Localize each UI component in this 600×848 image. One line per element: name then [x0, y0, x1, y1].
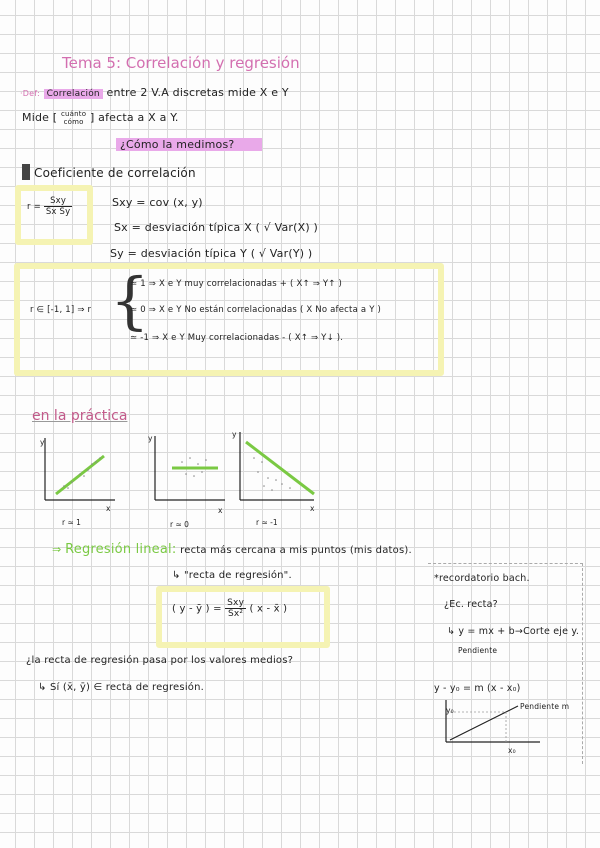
mide-line — [22, 110, 179, 126]
mide-top: cuánto — [61, 110, 87, 118]
mide-suffix: ] afecta a X a Y. — [89, 111, 179, 124]
regression-arrow: ⇒ — [52, 543, 62, 556]
formula-num: Sxy — [227, 598, 245, 608]
def-text: entre 2 V.A discretas mide X e Y — [106, 86, 289, 99]
graph2-caption: r ≃ 0 — [170, 520, 189, 529]
range-case-3: ≃ -1 ⇒ X e Y Muy correlacionadas - ( X↑ ⇒ Y↓ ). — [130, 333, 344, 343]
range-label: r ∈ [-1, 1] ⇒ r — [30, 305, 92, 315]
def-sx: Sx = desviación típica X ( √ Var(X) ) — [114, 221, 319, 234]
formula-den: Sx² — [227, 609, 244, 619]
def-label: ·Def: — [20, 89, 40, 98]
regression-named: ↳ "recta de regresión". — [172, 570, 292, 581]
definition-line — [20, 86, 289, 99]
r-formula: r = $\frac{\text{Sxy}}{\text{Sx Sy}}$ — [27, 196, 71, 217]
reminder-pendiente1: Pendiente — [458, 646, 498, 655]
regression-formula: ( y - ȳ ) = $\frac{\text{Sxy}}{\text{Sx²}}$ ( x - x̄ ) — [172, 598, 288, 619]
reminder-y0: y₀ — [446, 706, 454, 715]
mide-bottom: cómo — [63, 118, 84, 126]
regression-text: recta más cercana a mis puntos (mis datos). — [180, 545, 412, 556]
reminder-x0: x₀ — [508, 746, 516, 755]
reminder-eq1: ↳ y = mx + b→Corte eje y. — [447, 626, 580, 637]
question-measure: ¿Cómo la medimos? — [116, 138, 262, 151]
reminder-eq2: y - y₀ = m (x - x₀) — [434, 683, 521, 694]
reminder-question: ¿Ec. recta? — [444, 599, 498, 610]
def-sxy: Sxy = cov (x, y) — [112, 196, 203, 209]
graph1-caption: r ≃ 1 — [62, 518, 81, 527]
mide-prefix: Mide [ — [22, 111, 58, 124]
regression-answer: ↳ Sí (x̄, ȳ) ∈ recta de regresión. — [38, 682, 205, 693]
regression-line — [52, 542, 412, 557]
graph-zero — [150, 436, 230, 516]
graph2-ylabel: y — [148, 434, 153, 443]
graph1-ylabel: y — [40, 438, 45, 447]
coef-heading-marker — [22, 164, 30, 180]
def-sy: Sy = desviación típica Y ( √ Var(Y) ) — [110, 247, 313, 260]
graph2-xlabel: x — [218, 506, 223, 515]
graph3-xlabel: x — [310, 504, 315, 513]
reminder-graph — [440, 700, 550, 760]
regression-heading: Regresión lineal: — [65, 542, 177, 557]
page-title: Tema 5: Correlación y regresión — [62, 54, 300, 72]
practice-heading: en la práctica — [32, 408, 128, 424]
range-brace: { — [110, 264, 150, 337]
range-case-2: ≃ 0 ⇒ X e Y No están correlacionadas ( X No afecta a Y ) — [130, 305, 382, 315]
regression-question: ¿la recta de regresión pasa por los valores medios? — [26, 655, 294, 666]
r-den: Sx Sy — [45, 207, 71, 217]
def-highlight: Correlación — [44, 89, 103, 99]
reminder-pendiente2: Pendiente m — [520, 702, 570, 711]
reminder-title: *recordatorio bach. — [434, 573, 530, 584]
range-case-1: ≃ 1 ⇒ X e Y muy correlacionadas + ( X↑ ⇒ Y↑ ) — [130, 279, 343, 289]
graph3-ylabel: y — [232, 430, 237, 439]
graph-negative — [232, 432, 322, 512]
graph1-xlabel: x — [106, 504, 111, 513]
r-num: Sxy — [44, 196, 73, 207]
graph3-caption: r ≃ -1 — [256, 518, 278, 527]
coef-heading: Coeficiente de correlación — [34, 166, 196, 180]
